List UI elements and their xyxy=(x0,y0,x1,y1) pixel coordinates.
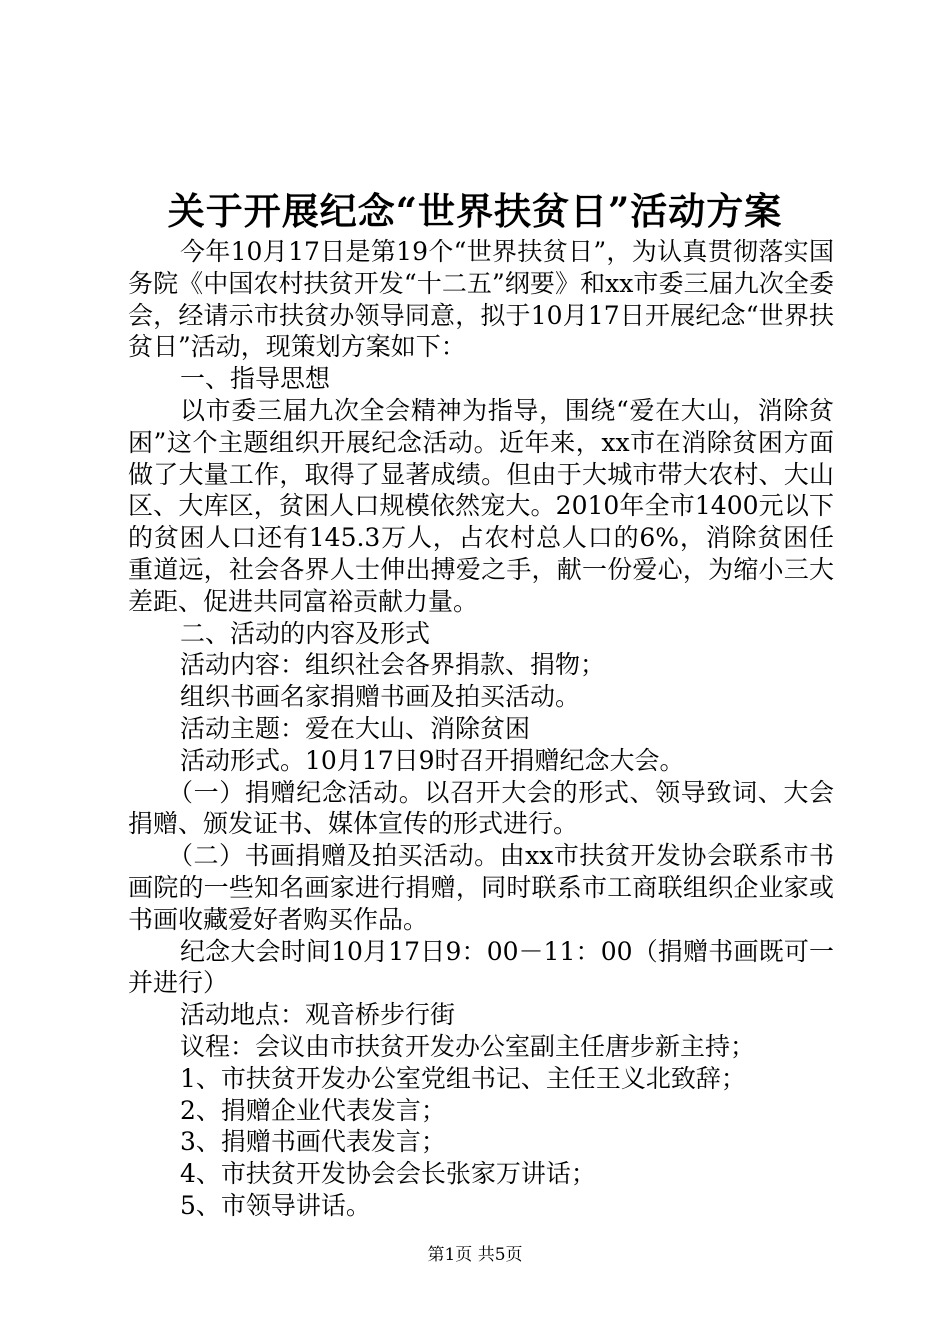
subsection-donation-paragraph: （一）捐赠纪念活动。以召开大会的形式、领导致词、大会捐赠、颁发证书、媒体宣传的形式进行。 xyxy=(128,777,834,839)
activity-theme-line: 活动主题：爱在大山、消除贫困 xyxy=(180,713,531,743)
guiding-thought-paragraph: 以市委三届九次全会精神为指导，围绕“爱在大山，消除贫困”这个主题组织开展纪念活动。近年来，xx市在消除贫困方面做了大量工作，取得了显著成绩。但由于大城市带大农村、大山区、大库区，贫困人口规模依然宠大。2010年全市1400元以下的贫困人口还有145.3万人，占农村总人口的6%，消除贫困任重道远，社会各界人士伸出搏爱之手，献一份爱心，为缩小三大差距、促进共同富裕贡献力量。 xyxy=(128,395,834,616)
location-line: 活动地点：观音桥步行街 xyxy=(180,1000,456,1030)
document-body xyxy=(128,236,834,1222)
agenda-item: 5、市领导讲话。 xyxy=(180,1190,371,1220)
page-footer: 第1页 共5页 xyxy=(427,1245,523,1265)
document-title: 关于开展纪念“世界扶贫日”活动方案 xyxy=(167,189,783,233)
subsection-painting-paragraph: （二）书画捐赠及拍买活动。由xx市扶贫开发协会联系市书画院的一些知名画家进行捐赠，同时联系市工商联组织企业家或书画收藏爱好者购买作品。 xyxy=(128,841,834,934)
activity-content-line-2: 组织书画名家捐赠书画及拍买活动。 xyxy=(180,682,581,712)
agenda-item: 1、市扶贫开发办公室党组书记、主任王义北致辞； xyxy=(180,1063,746,1093)
agenda-line: 议程：会议由市扶贫开发办公室副主任唐步新主持； xyxy=(180,1031,756,1061)
activity-form-line: 活动形式。10月17日9时召开捐赠纪念大会。 xyxy=(180,745,685,775)
section-heading-guiding-thought: 一、指导思想 xyxy=(180,364,331,394)
intro-paragraph: 今年10月17日是第19个“世界扶贫日”，为认真贯彻落实国务院《中国农村扶贫开发“十二五”纲要》和xx市委三届九次全委会，经请示市扶贫办领导同意，拟于10月17日开展纪念“世界扶贫日”活动，现策划方案如下： xyxy=(128,237,834,362)
meeting-time-paragraph: 纪念大会时间10月17日9：00－11：00（捐赠书画既可一并进行） xyxy=(128,936,834,998)
activity-content-line: 活动内容：组织社会各界捐款、捐物； xyxy=(180,650,606,680)
agenda-item: 2、捐赠企业代表发言； xyxy=(180,1095,446,1125)
agenda-item: 3、捐赠书画代表发言； xyxy=(180,1127,446,1157)
agenda-item: 4、市扶贫开发协会会长张家万讲话； xyxy=(180,1159,596,1189)
section-heading-content-form: 二、活动的内容及形式 xyxy=(180,618,431,648)
